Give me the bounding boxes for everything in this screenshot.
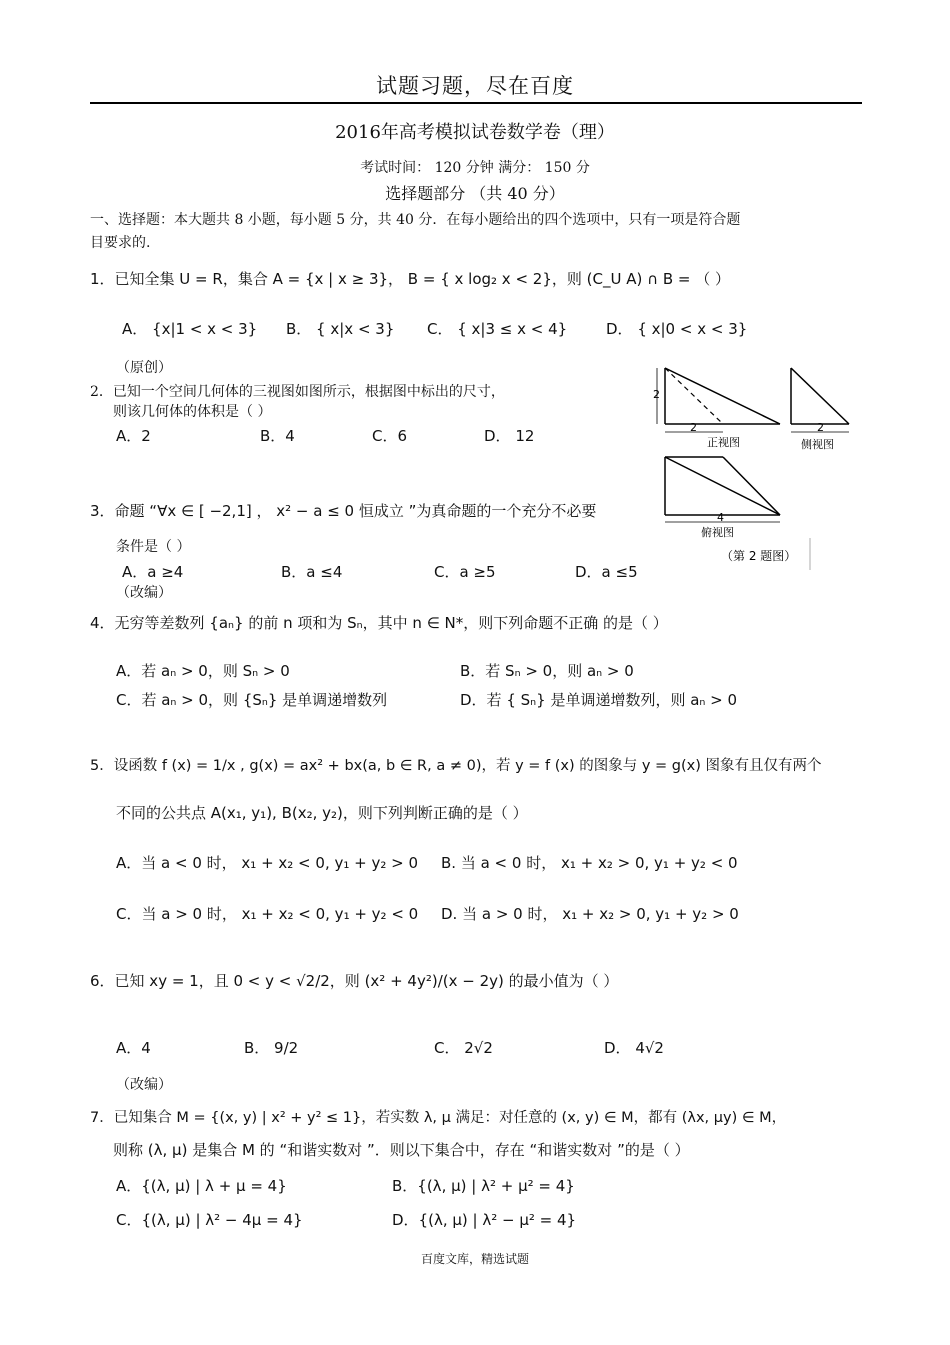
q1-option-d: D． { x|0 < x < 3} — [606, 320, 748, 338]
q6-option-a: A．4 — [116, 1039, 151, 1057]
q4-stem: 4．无穷等差数列 {aₙ} 的前 n 项和为 Sₙ，其中 n ∈ N*，则下列命题不正确 的是（ ） — [90, 614, 668, 632]
q6-stem: 6．已知 xy = 1，且 0 < y < √2/2，则 (x² + 4y²)/(x − 2y) 的最小值为（ ） — [90, 972, 619, 990]
q4-option-b: B．若 Sₙ > 0，则 aₙ > 0 — [460, 662, 634, 680]
q3-option-d: D．a ≤5 — [575, 563, 638, 581]
header-rule — [90, 102, 862, 104]
top-view — [665, 457, 780, 539]
q5-option-a: A．当 a < 0 时， x₁ + x₂ < 0, y₁ + y₂ > 0 — [116, 854, 419, 872]
page-footer: 百度文库，精选试题 — [420, 1252, 529, 1266]
q2-stem-line-2: 则该几何体的体积是（ ） — [113, 404, 272, 420]
section-title: 选择题部分 （共 40 分） — [385, 184, 565, 203]
q2-option-a: A．2 — [116, 427, 151, 445]
q2-option-d: D． 12 — [484, 427, 535, 445]
exam-info: 考试时间： 120 分钟 满分： 150 分 — [360, 160, 590, 176]
q7-stem-line-1: 7．已知集合 M = {(x, y) | x² + y² ≤ 1}，若实数 λ, μ 满足：对任意的 (x, y) ∈ M，都有 (λx, μy) ∈ M， — [90, 1110, 787, 1126]
q7-option-d: D．{(λ, μ) | λ² − μ² = 4} — [392, 1211, 577, 1229]
q3-option-b: B．a ≤4 — [281, 563, 343, 581]
q2-option-c: C．6 — [372, 427, 408, 445]
section-intro-line-2: 目要求的. — [90, 235, 151, 251]
q3-option-c: C．a ≥5 — [434, 563, 496, 581]
q3-option-a: A．a ≥4 — [122, 563, 184, 581]
q1-stem: 1．已知全集 U = R，集合 A = {x | x ≥ 3}， B = { x log₂ x < 2}，则 (C_U A) ∩ B = （ ） — [90, 270, 730, 288]
q5-option-c: C．当 a > 0 时， x₁ + x₂ < 0, y₁ + y₂ < 0 — [116, 905, 419, 923]
front-view-label: 正视图 — [707, 436, 740, 449]
q7-option-b: B．{(λ, μ) | λ² + μ² = 4} — [392, 1177, 575, 1195]
q6-option-c: C． 2√2 — [434, 1039, 493, 1057]
front-base-label: 2 — [690, 421, 697, 434]
front-view — [653, 368, 780, 449]
q5-stem-line-2: 不同的公共点 A(x₁, y₁), B(x₂, y₂)，则下列判断正确的是（ ） — [116, 804, 528, 822]
q6-option-d: D． 4√2 — [604, 1039, 664, 1057]
q5-option-b: B. 当 a < 0 时， x₁ + x₂ > 0, y₁ + y₂ < 0 — [441, 854, 738, 872]
q5-stem-line-1: 5．设函数 f (x) = 1/x , g(x) = ax² + bx(a, b ∈ R, a ≠ 0)，若 y = f (x) 的图象与 y = g(x) 图象有且仅有两个 — [90, 758, 822, 774]
q3-note: （改编） — [116, 585, 172, 601]
front-height-label: 2 — [653, 388, 660, 401]
q1-option-a: A． {x|1 < x < 3} — [122, 320, 258, 338]
q7-option-a: A．{(λ, μ) | λ + μ = 4} — [116, 1177, 287, 1195]
q4-option-c: C．若 aₙ > 0，则 {Sₙ} 是单调递增数列 — [116, 691, 388, 709]
q7-option-c: C．{(λ, μ) | λ² − 4μ = 4} — [116, 1211, 303, 1229]
top-width-label: 4 — [717, 511, 724, 524]
q6-option-b: B． 9/2 — [244, 1039, 299, 1057]
q2-option-b: B．4 — [260, 427, 295, 445]
top-view-label: 俯视图 — [701, 526, 734, 539]
banner-title: 试题习题，尽在百度 — [376, 74, 574, 98]
paper-title: 2016年高考模拟试卷数学卷（理） — [335, 122, 615, 143]
q1-note: （原创） — [116, 360, 172, 376]
three-view-figure — [645, 360, 865, 570]
side-base-label: 2 — [817, 421, 824, 434]
side-view — [791, 368, 849, 451]
q4-option-d: D．若 { Sₙ} 是单调递增数列，则 aₙ > 0 — [460, 691, 738, 709]
section-intro-line-1: 一、选择题：本大题共 8 小题，每小题 5 分，共 40 分．在每小题给出的四个选项中，只有一项是符合题 — [90, 212, 741, 228]
q7-stem-line-2: 则称 (λ, μ) 是集合 M 的 “和谐实数对 ”．则以下集合中，存在 “和谐实数对 ”的是（ ） — [113, 1141, 690, 1159]
q3-stem-line-2: 条件是（ ） — [116, 539, 191, 555]
side-view-label: 侧视图 — [801, 438, 834, 451]
q3-stem-line-1: 3．命题 “∀x ∈ [ −2,1] ， x² − a ≤ 0 恒成立 ”为真命题的一个充分不必要 — [90, 502, 597, 520]
q1-option-c: C． { x|3 ≤ x < 4} — [427, 320, 568, 338]
q6-note: （改编） — [116, 1077, 172, 1093]
figure-caption: （第 2 题图） — [721, 549, 797, 563]
q2-stem-line-1: 2．已知一个空间几何体的三视图如图所示，根据图中标出的尺寸， — [90, 384, 505, 400]
q5-option-d: D. 当 a > 0 时， x₁ + x₂ > 0, y₁ + y₂ > 0 — [441, 905, 739, 923]
q4-option-a: A．若 aₙ > 0，则 Sₙ > 0 — [116, 662, 290, 680]
q1-option-b: B． { x|x < 3} — [286, 320, 395, 338]
